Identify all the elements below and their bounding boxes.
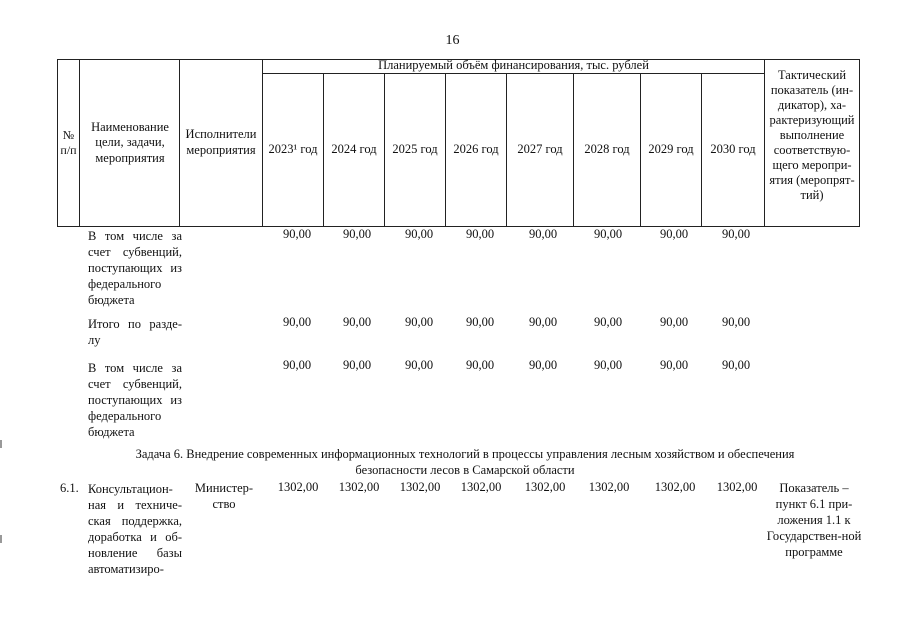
task-heading-line1: Задача 6. Внедрение современных информационных технологий в процессы управления лесным хозяйством и обеспечения [135,447,795,461]
row-value-2029: 90,00 [659,315,689,329]
row-value-2029: 90,00 [659,227,689,241]
header-year-2028: 2028 год [584,142,630,157]
task-heading-line2: безопасности лесов в Самарской области [355,463,575,478]
row-value-2025: 1302,00 [399,480,441,494]
row-value-2027: 90,00 [528,227,558,241]
row-value-2023: 90,00 [282,358,312,372]
row-name: В том числе за счет субвенций, поступающих из федерального бюджета [88,361,182,439]
row-value-2027: 90,00 [528,358,558,372]
page-number: 16 [445,33,460,48]
row-value-2028: 90,00 [593,227,623,241]
row-value-2030: 90,00 [721,315,751,329]
header-year-2030: 2030 год [710,142,756,157]
row-value-2024: 90,00 [342,227,372,241]
row-value-2024: 90,00 [342,315,372,329]
row-executor: Министер-ство [194,481,254,511]
task-heading [100,446,830,479]
row-value-2026: 90,00 [465,315,495,329]
row-value-2030: 1302,00 [716,480,758,494]
row-value-2028: 1302,00 [588,480,630,494]
row-value-2030: 90,00 [721,227,751,241]
row-indicator: Показатель – пункт 6.1 при-ложения 1.1 к Государствен-ной программе [766,481,862,559]
row-value-2026: 90,00 [465,358,495,372]
row-name: В том числе за счет субвенций, поступающих из федерального бюджета [88,229,182,307]
header-year-2029: 2029 год [648,142,694,157]
scan-mark [0,535,2,543]
row-value-2029: 90,00 [659,358,689,372]
header-year-2024: 2024 год [331,142,377,157]
header-num: № п/п [60,128,77,157]
header-executors: Исполнители мероприятия [185,127,257,157]
header-year-2023: 2023¹ год [268,142,318,157]
row-name: Итого по разде-лу [88,317,182,347]
row-value-2025: 90,00 [404,315,434,329]
row-value-2030: 90,00 [721,358,751,372]
row-value-2026: 1302,00 [460,480,502,494]
row-value-2027: 90,00 [528,315,558,329]
row-num: 6.1. [60,481,79,495]
row-value-2027: 1302,00 [524,480,566,494]
row-value-2023: 90,00 [282,315,312,329]
header-indicator: Тактический показатель (ин-дикатор), ха-рактеризующий выполнение соответствую-щего меропри-ятия (меропрят-тий) [769,67,855,202]
row-value-2024: 1302,00 [338,480,380,494]
row-value-2028: 90,00 [593,315,623,329]
header-year-2026: 2026 год [453,142,499,157]
header-funding: Планируемый объём финансирования, тыс. рублей [378,58,649,73]
row-value-2023: 1302,00 [277,480,319,494]
row-name: Консультацион-ная и техниче-ская поддержка, доработка и об-новление базы автоматизиро- [88,482,182,576]
row-value-2024: 90,00 [342,358,372,372]
header-name: Наименование цели, задачи, мероприятия [91,119,169,165]
row-value-2025: 90,00 [404,358,434,372]
row-value-2025: 90,00 [404,227,434,241]
scan-mark [0,440,2,448]
row-value-2029: 1302,00 [654,480,696,494]
header-year-2025: 2025 год [392,142,438,157]
row-value-2028: 90,00 [593,358,623,372]
row-value-2023: 90,00 [282,227,312,241]
row-value-2026: 90,00 [465,227,495,241]
header-year-2027: 2027 год [517,142,563,157]
